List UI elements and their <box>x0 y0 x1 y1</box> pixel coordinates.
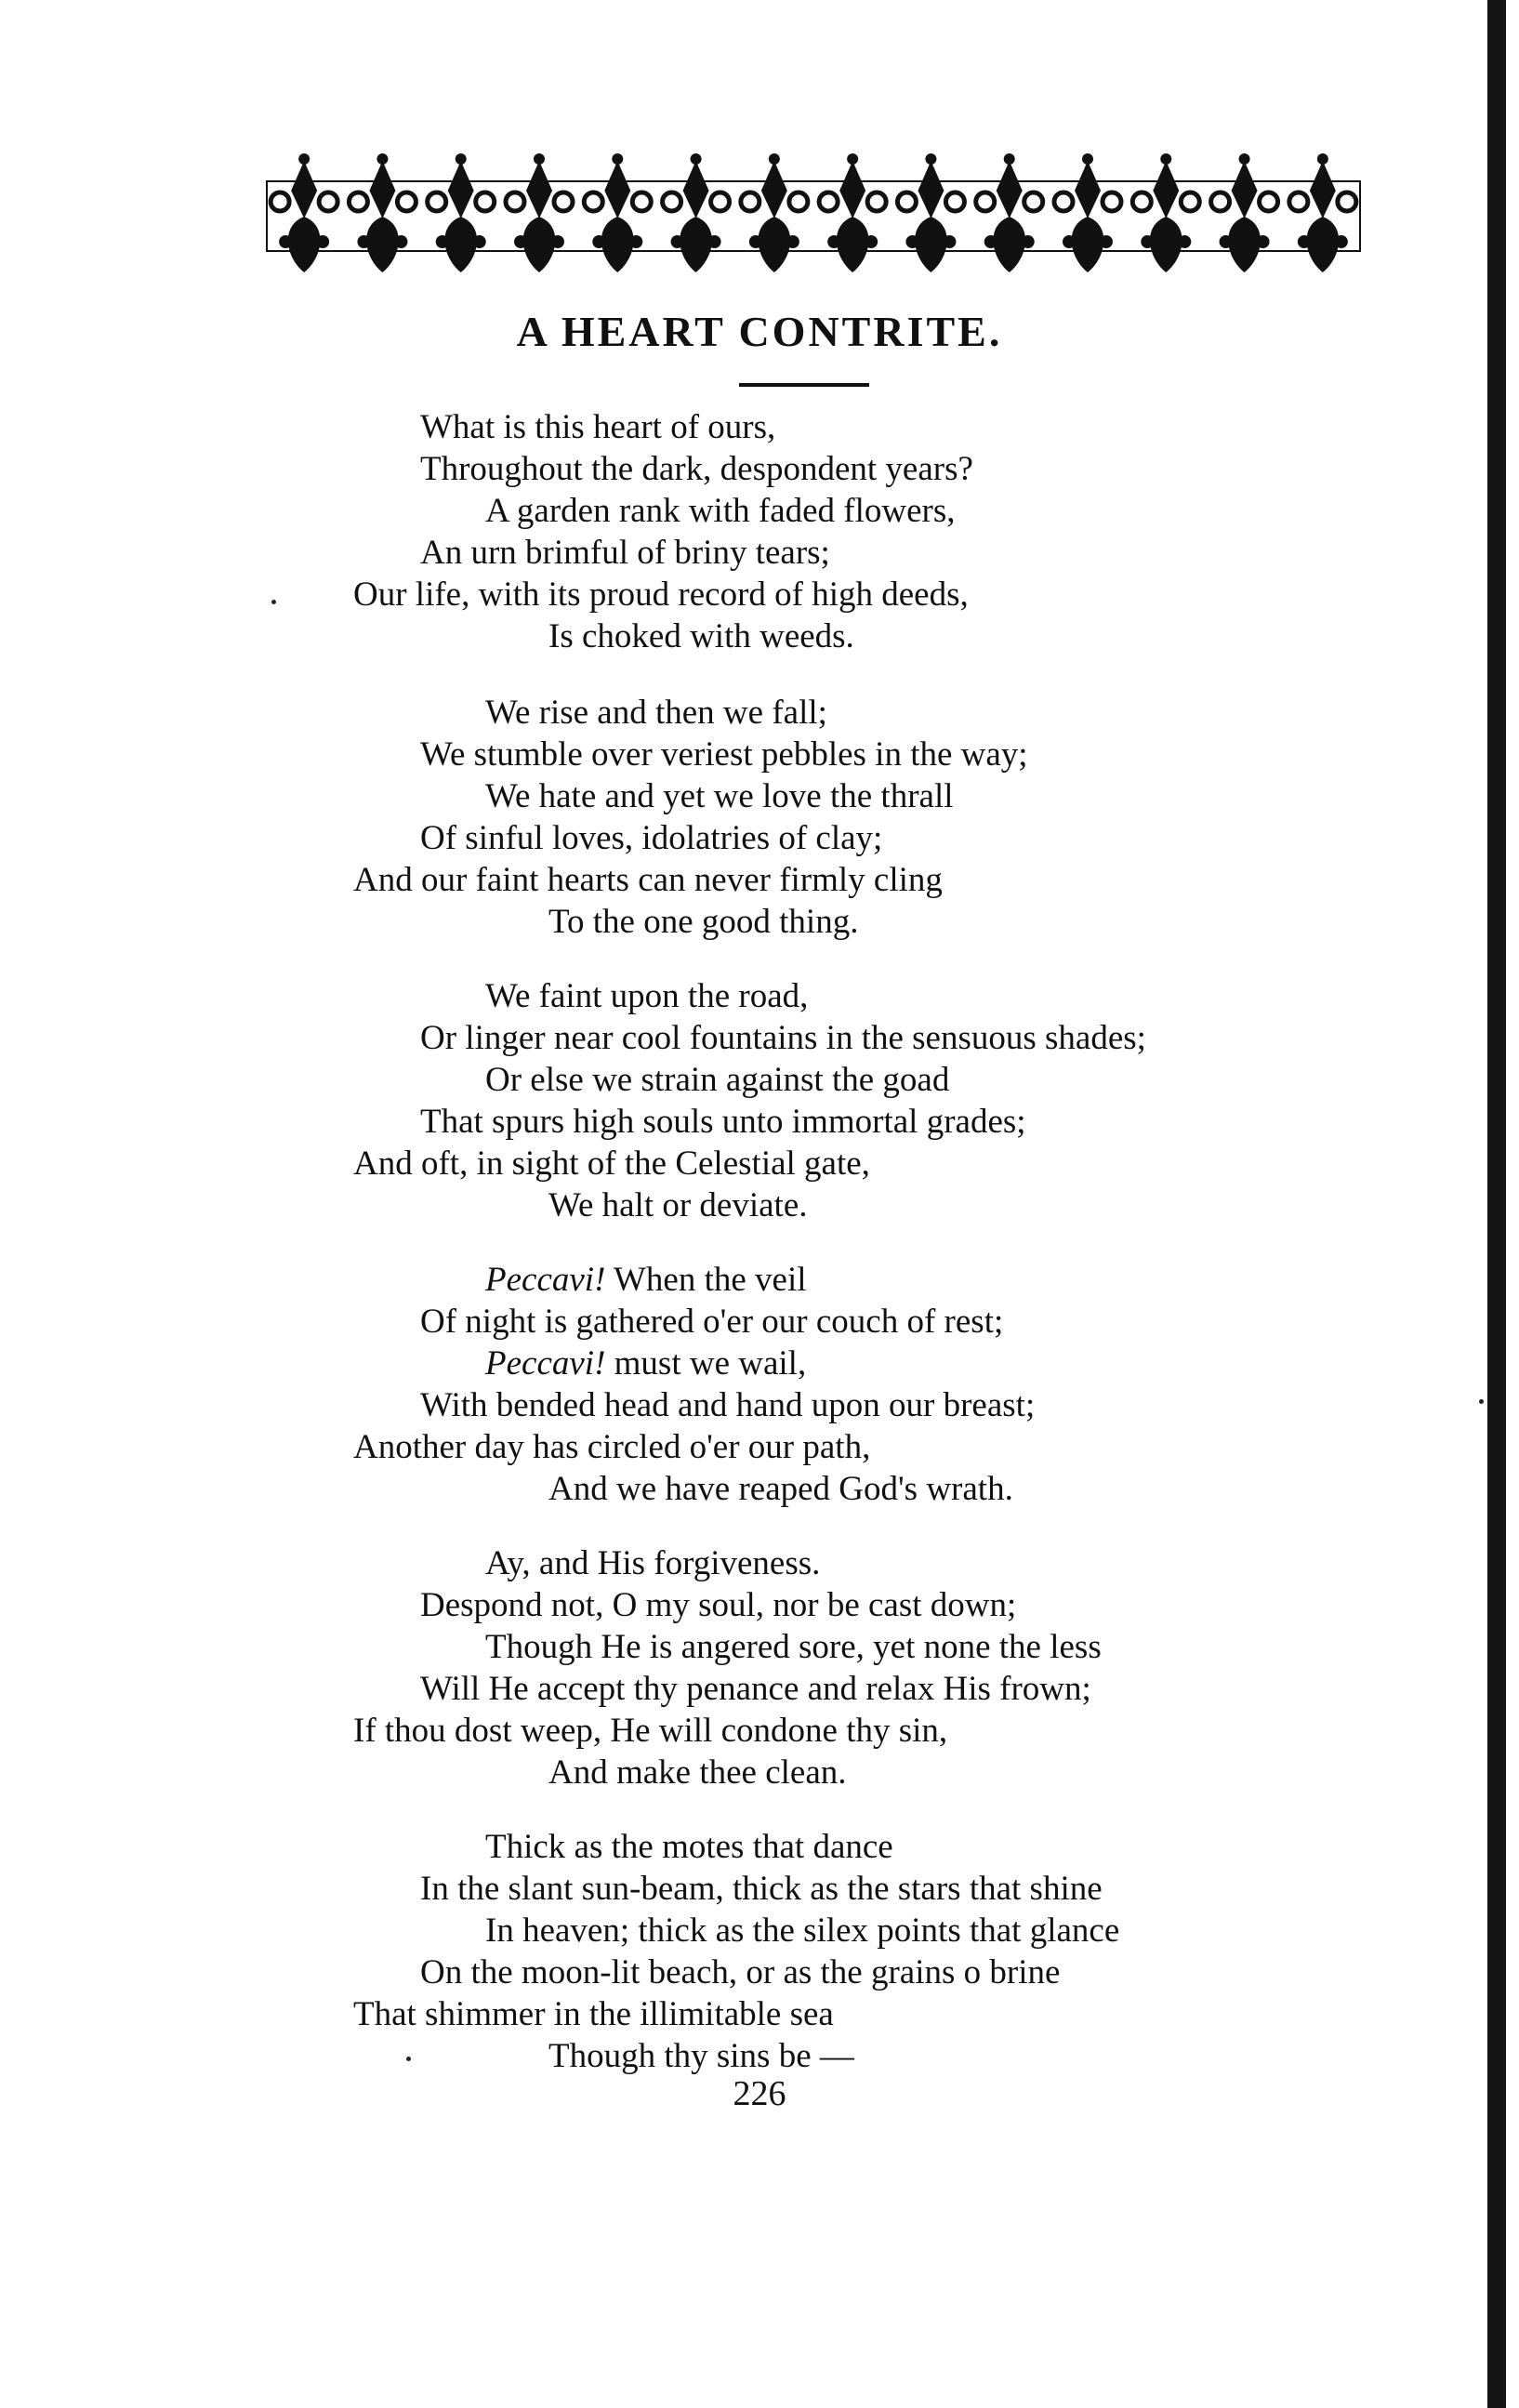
ink-speck <box>271 600 276 604</box>
latin-word: Peccavi! <box>485 1261 606 1299</box>
poem-line: Though He is angered sore, yet none the less <box>485 1628 1102 1666</box>
page-number: 226 <box>733 2074 786 2113</box>
poem-line: Of sinful loves, idolatries of clay; <box>420 819 883 857</box>
ink-speck <box>1479 1399 1484 1404</box>
poem-line: Despond not, O my soul, nor be cast down; <box>420 1586 1017 1624</box>
poem-line: And oft, in sight of the Celestial gate, <box>353 1144 870 1183</box>
fleuron-motif <box>506 153 573 272</box>
ornamental-header-band <box>265 153 1362 279</box>
poem-line: What is this heart of ours, <box>420 408 776 446</box>
fleuron-motif <box>428 153 495 272</box>
poem-line: And make thee clean. <box>548 1753 847 1792</box>
poem-line: That spurs high souls unto immortal grades; <box>420 1103 1026 1141</box>
poem-line-rest: When the veil <box>605 1261 807 1299</box>
poem-line: We stumble over veriest pebbles in the way; <box>420 735 1028 774</box>
fleuron-motif <box>897 153 964 272</box>
poem-line: With bended head and hand upon our breast; <box>420 1386 1036 1424</box>
fleuron-motif <box>349 153 416 272</box>
poem-line: Our life, with its proud record of high deeds, <box>353 576 969 614</box>
poem-line: Ay, and His forgiveness. <box>485 1544 821 1582</box>
poem-title: A HEART CONTRITE. <box>516 308 1003 355</box>
poem-line: To the one good thing. <box>548 903 859 941</box>
poem-line: Is choked with weeds. <box>548 617 854 655</box>
fleuron-motif <box>584 153 651 272</box>
poem-line: That shimmer in the illimitable sea <box>353 1995 834 2033</box>
poem-line: Though thy sins be — <box>548 2037 854 2075</box>
poem-line: Will He accept thy penance and relax His frown; <box>420 1670 1091 1708</box>
fleuron-motif <box>271 153 337 272</box>
poem-line: In the slant sun-beam, thick as the stars that shine <box>420 1870 1103 1908</box>
fleuron-motif <box>819 153 886 272</box>
poem-line: Another day has circled o'er our path, <box>353 1428 871 1466</box>
poem-line: Or linger near cool fountains in the sensuous shades; <box>420 1019 1146 1057</box>
page-edge-shadow <box>1487 0 1506 2408</box>
poem-line: We halt or deviate. <box>548 1186 808 1224</box>
poem-line: And we have reaped God's wrath. <box>548 1470 1013 1508</box>
poem-line <box>485 1343 806 1384</box>
fleuron-motif <box>976 153 1043 272</box>
fleuron-motif <box>1054 153 1121 272</box>
poem-line: Throughout the dark, despondent years? <box>420 450 973 488</box>
poem-line: A garden rank with faded flowers, <box>485 492 956 530</box>
fleuron-motif <box>1132 153 1199 272</box>
ink-speck <box>406 2057 411 2061</box>
poem-line-rest: must we wail, <box>605 1344 807 1383</box>
poem-line <box>485 1260 807 1301</box>
fleuron-motif <box>1289 153 1356 272</box>
poem-line: On the moon-lit beach, or as the grains o brine <box>420 1953 1061 1991</box>
poem-line: Of night is gathered o'er our couch of rest; <box>420 1303 1004 1341</box>
poem-line: We rise and then we fall; <box>485 694 827 732</box>
poem-line: Thick as the motes that dance <box>485 1828 893 1866</box>
poem-line: We faint upon the road, <box>485 977 809 1015</box>
latin-word: Peccavi! <box>485 1344 606 1383</box>
poem-line: In heaven; thick as the silex points that glance <box>485 1912 1120 1950</box>
fleuron-motif <box>1211 153 1278 272</box>
poem-line: If thou dost weep, He will condone thy sin, <box>353 1712 948 1750</box>
fleuron-motif <box>663 153 730 272</box>
poem-line: And our faint hearts can never firmly cling <box>353 861 943 899</box>
title-rule <box>739 383 869 387</box>
fleuron-motif <box>741 153 808 272</box>
poem-line: An urn brimful of briny tears; <box>420 534 830 572</box>
poem-line: We hate and yet we love the thrall <box>485 777 954 815</box>
poem-line: Or else we strain against the goad <box>485 1061 950 1099</box>
